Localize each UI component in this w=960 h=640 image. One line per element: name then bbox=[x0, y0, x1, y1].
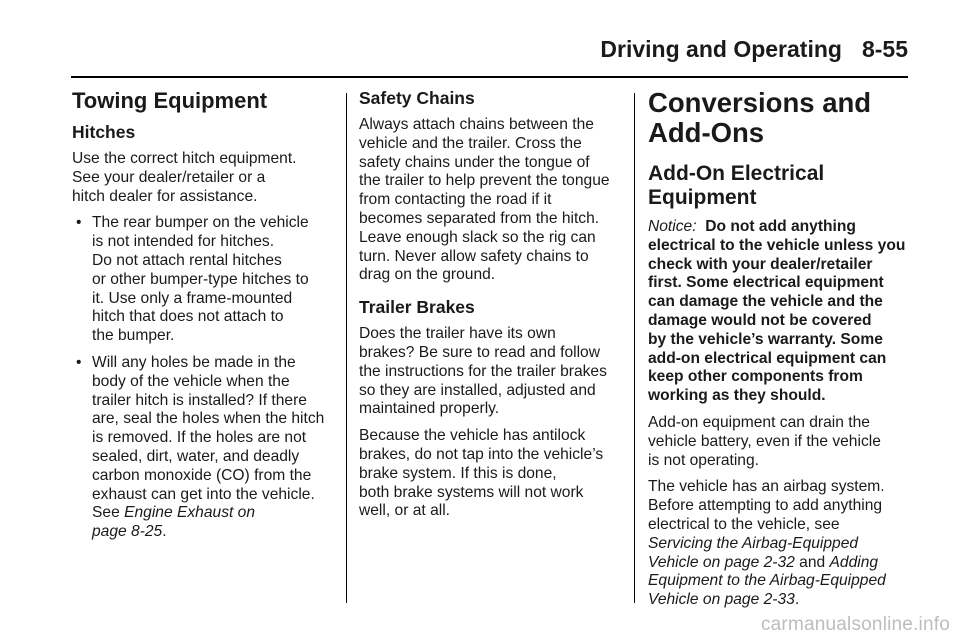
safety-chains-heading: Safety Chains bbox=[359, 88, 475, 108]
notice-label: Notice: bbox=[648, 218, 697, 235]
conversions-heading: Conversions and Add-Ons bbox=[648, 87, 872, 148]
towing-equipment-heading: Towing Equipment bbox=[72, 88, 268, 113]
column-divider-2 bbox=[634, 93, 635, 603]
notice-text: electrical to the vehicle unless you check with your dealer/retailer first. Some electrical equipment can damage the vehicle and the damage would not be covered by the vehicle’s warranty. Some add-on electrical equipment can keep other components from working as they should. bbox=[648, 236, 906, 405]
notice-first-line: Do not add anything bbox=[705, 218, 856, 235]
running-header bbox=[600, 36, 908, 63]
header-rule bbox=[71, 76, 908, 78]
column-2 bbox=[359, 88, 625, 529]
trailer-brakes-p2: Because the vehicle has antilock brakes, do not tap into the vehicle’s brake system. If this is done, both brake systems will not work well, or at all. bbox=[359, 427, 604, 520]
engine-exhaust-link[interactable]: Engine Exhaust on page 8-25 bbox=[92, 504, 256, 541]
column-divider-1 bbox=[346, 93, 347, 603]
hitches-bullet-bumper: • The rear bumper on the vehicle is not intended for hitches. Do not attach rental hitches or other bumper-type hitches to it. Use only a frame-mounted hitch that does not attach to the bumper. bbox=[72, 214, 334, 346]
servicing-airbag-link[interactable]: Servicing the Airbag-Equipped Vehicle on page 2-32 bbox=[648, 534, 859, 571]
trailer-brakes-p1: Does the trailer have its own brakes? Be sure to read and follow the instructions for the trailer brakes so they are installed, adjusted and maintained properly. bbox=[359, 325, 607, 418]
page-number: 8-55 bbox=[861, 36, 908, 62]
airbag-text: The vehicle has an airbag system. Before attempting to add anything electrical to the vehicle, see bbox=[648, 478, 885, 533]
holes-text: Will any holes be made in the body of the vehicle when the trailer hitch is installed? If there are, seal the holes when the hitch is removed. If the holes are not sealed, dirt, water, and deadly carbon monoxide (CO) from the exhaust can get into the vehicle. See bbox=[92, 353, 325, 522]
hitches-heading: Hitches bbox=[72, 122, 136, 142]
add-on-electrical-heading: Add-On Electrical Equipment bbox=[648, 162, 825, 209]
and-text: and bbox=[794, 553, 830, 571]
notice-paragraph bbox=[648, 218, 910, 406]
column-3 bbox=[648, 88, 910, 618]
column-1 bbox=[72, 88, 334, 550]
adding-equipment-link[interactable]: Adding Equipment to the Airbag-Equipped Vehicle on page 2-33 bbox=[648, 553, 886, 609]
hitches-list bbox=[72, 214, 334, 542]
battery-paragraph: Add-on equipment can drain the vehicle battery, even if the vehicle is not operating. bbox=[648, 413, 881, 469]
airbag-paragraph bbox=[648, 478, 910, 610]
watermark: carmanualsonline.info bbox=[760, 614, 950, 635]
airbag-end: . bbox=[794, 591, 800, 609]
trailer-brakes-heading: Trailer Brakes bbox=[359, 297, 475, 318]
section-title: Driving and Operating bbox=[600, 36, 842, 62]
holes-end: . bbox=[162, 523, 167, 541]
safety-chains-body: Always attach chains between the vehicle and the trailer. Cross the safety chains under the tongue of the trailer to help prevent the tongue from contacting the road if it becomes separated from the hitch. Leave enough slack so the rig can turn. Never allow safety chains to drag on the ground. bbox=[359, 116, 610, 284]
hitches-intro: Use the correct hitch equipment. See your dealer/retailer or a hitch dealer for assistance. bbox=[72, 150, 297, 205]
hitches-bullet-holes bbox=[72, 354, 334, 542]
